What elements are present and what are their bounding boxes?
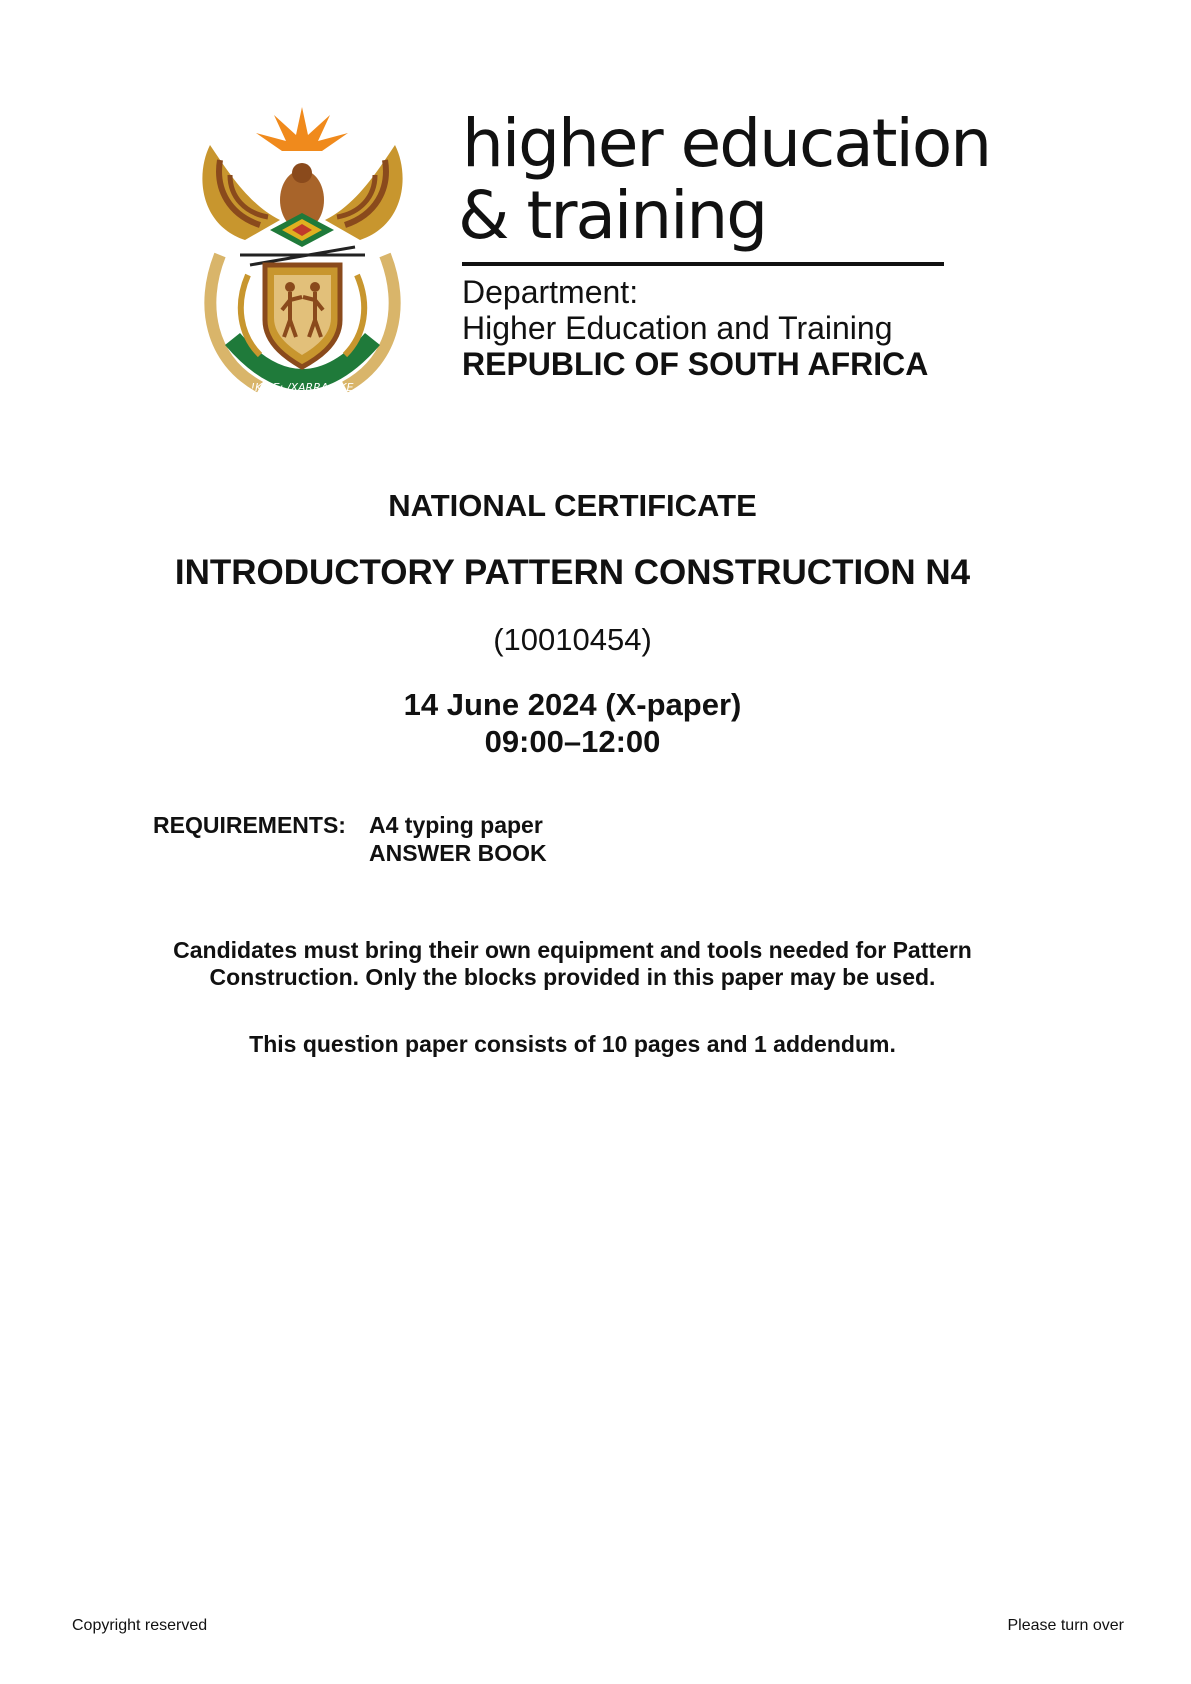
- requirement-item: ANSWER BOOK: [369, 840, 547, 866]
- footer-turn-over: Please turn over: [1007, 1617, 1124, 1634]
- country-name: REPUBLIC OF SOUTH AFRICA: [462, 346, 929, 382]
- crest-motto: !KE E: /XARRA //KE: [250, 381, 354, 394]
- footer-copyright: Copyright reserved: [72, 1617, 208, 1634]
- coat-of-arms-icon: [190, 105, 415, 400]
- subject-title: INTRODUCTORY PATTERN CONSTRUCTION N4: [174, 553, 971, 592]
- requirements-label: REQUIREMENTS:: [153, 812, 346, 838]
- exam-date: 14 June 2024 (X-paper): [403, 687, 742, 722]
- page-count-note: This question paper consists of 10 pages and 1 addendum.: [249, 1031, 896, 1057]
- subject-code: (10010454): [493, 622, 652, 657]
- requirement-item: A4 typing paper: [369, 812, 543, 838]
- brand-line-training: & training: [458, 177, 767, 254]
- exam-time: 09:00–12:00: [484, 724, 661, 759]
- instruction-line: Construction. Only the blocks provided in this paper may be used.: [209, 964, 936, 990]
- instruction-line: Candidates must bring their own equipment and tools needed for Pattern: [173, 937, 972, 963]
- brand-line-higher-education: higher education: [462, 105, 991, 182]
- department-name: Higher Education and Training: [462, 310, 893, 346]
- certificate-title: NATIONAL CERTIFICATE: [388, 488, 757, 523]
- brand-divider: [462, 262, 944, 266]
- department-label: Department:: [462, 274, 639, 310]
